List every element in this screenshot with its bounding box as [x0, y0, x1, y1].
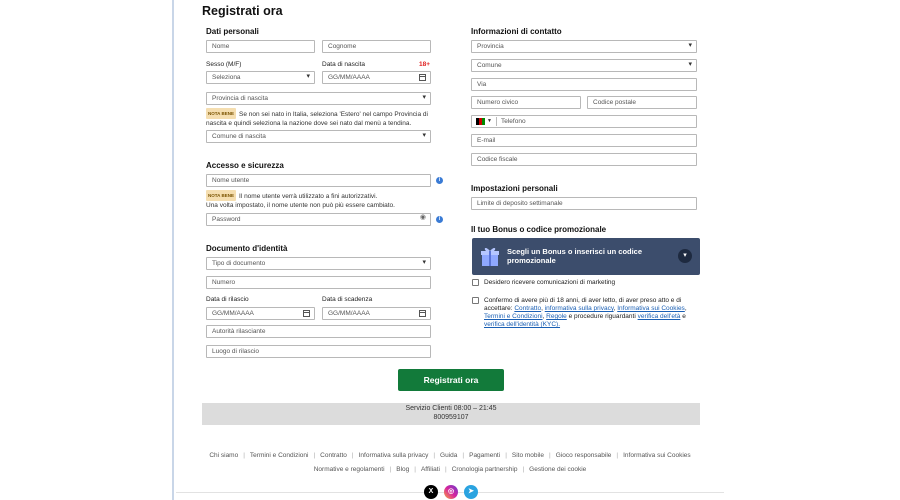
kyc-link[interactable]: verifica dell'identità (KYC). [484, 321, 561, 328]
username-note-line1: Il nome utente verrà utilizzato a fini autorizzativi. [239, 193, 378, 200]
tax-code-input[interactable]: Codice fiscale [471, 153, 697, 166]
page-title: Registrati ora [202, 4, 283, 18]
footer-separator: | [445, 466, 447, 473]
terms-mid: e procedure riguardanti [568, 313, 636, 320]
municipality-select[interactable] [471, 59, 697, 72]
footer-link[interactable]: Informativa sulla privacy [358, 452, 429, 459]
footer-link[interactable]: Blog [396, 466, 410, 473]
bonus-banner[interactable] [472, 238, 700, 275]
username-note-line2: Una volta impostato, il nome utente non può più essere cambiato. [206, 202, 395, 209]
postal-code-input[interactable]: Codice postale [587, 96, 697, 109]
birth-municipality-select[interactable] [206, 130, 431, 143]
phone-input[interactable] [471, 115, 697, 128]
footer-link[interactable]: Sito mobile [511, 452, 545, 459]
service-hours: Servizio Clienti 08:00 – 21:45 [405, 405, 497, 412]
instagram-icon[interactable]: ◎ [444, 485, 458, 499]
birthdate-input[interactable] [322, 71, 431, 84]
username-note [206, 190, 436, 210]
last-name-input[interactable]: Cognome [322, 40, 431, 53]
sex-select[interactable] [206, 71, 315, 84]
cookies-link[interactable]: Informativa sui Cookies [617, 305, 685, 312]
password-placeholder: Password [212, 216, 241, 223]
issue-date-input[interactable] [206, 307, 315, 320]
password-input[interactable] [206, 213, 431, 226]
document-number-input[interactable]: Numero [206, 276, 431, 289]
bonus-banner-text: Scegli un Bonus o inserisci un codice promozionale [507, 247, 643, 265]
expiry-date-label: Data di scadenza [322, 296, 373, 303]
marketing-label: Desidero ricevere comunicazioni di marketing [484, 279, 616, 286]
terms-link[interactable]: Termini e Condizioni [484, 313, 543, 320]
settings-heading: Impostazioni personali [471, 184, 558, 193]
calendar-icon[interactable] [303, 310, 310, 317]
footer-link[interactable]: Pagamenti [469, 452, 501, 459]
issue-place-input[interactable]: Luogo di rilascio [206, 345, 431, 358]
province-value: Provincia [477, 43, 504, 50]
footer-separator: | [522, 466, 525, 473]
nota-bene-badge-2: NOTA BENE [206, 190, 236, 201]
footer-separator: | [313, 452, 316, 459]
bonus-heading: Il tuo Bonus o codice promozionale [471, 225, 607, 234]
footer-separator: | [549, 452, 551, 459]
eye-icon[interactable]: ◉ [419, 214, 426, 221]
phone-placeholder: Telefono [501, 118, 526, 125]
footer-link[interactable]: Informativa sui Cookies [623, 452, 691, 459]
access-heading: Accesso e sicurezza [206, 161, 284, 170]
nota-bene-badge: NOTA BENE [206, 108, 236, 119]
privacy-link[interactable]: informativa sulla privacy [544, 305, 614, 312]
calendar-icon[interactable] [419, 310, 426, 317]
birthdate-placeholder: GG/MM/AAAA [328, 74, 370, 81]
issue-date-placeholder: GG/MM/AAAA [212, 310, 254, 317]
contract-link[interactable]: Contratto [514, 305, 542, 312]
flag-icon[interactable] [476, 118, 485, 125]
birth-municipality-value: Comune di nascita [212, 133, 266, 140]
footer-link[interactable]: Guida [440, 452, 458, 459]
gift-icon [480, 245, 500, 267]
footer-link[interactable]: Normative e regolamenti [313, 466, 385, 473]
document-type-value: Tipo di documento [212, 260, 266, 267]
footer-link[interactable]: Termini e Condizioni [249, 452, 309, 459]
register-button[interactable]: Registrati ora [398, 369, 504, 391]
footer-separator: | [351, 452, 354, 459]
birth-province-select[interactable] [206, 92, 431, 105]
footer-link[interactable]: Contratto [320, 452, 347, 459]
footer-links-row2 [176, 466, 724, 473]
birth-note-text: Se non sei nato in Italia, seleziona 'Estero' nel campo Provincia di nascita e quindi seleziona la nazione dove sei nato dal menù a tendina. [206, 111, 428, 127]
expiry-date-placeholder: GG/MM/AAAA [328, 310, 370, 317]
chevron-down-icon[interactable]: ▾ [678, 249, 692, 263]
issuing-authority-input[interactable]: Autorità rilasciante [206, 325, 431, 338]
calendar-icon[interactable] [419, 74, 426, 81]
email-input[interactable]: E-mail [471, 134, 697, 147]
footer-separator: | [616, 452, 619, 459]
street-input[interactable]: Via [471, 78, 697, 91]
personal-heading: Dati personali [206, 27, 259, 36]
footer-separator: | [462, 452, 465, 459]
footer-link[interactable]: Cronologia partnership [451, 466, 518, 473]
first-name-input[interactable]: Nome [206, 40, 315, 53]
terms-checkbox[interactable] [472, 297, 479, 304]
chevron-down-icon[interactable]: ▼ [487, 118, 492, 124]
rules-link[interactable]: Regole [546, 313, 567, 320]
sex-select-value: Seleziona [212, 74, 241, 81]
province-select[interactable] [471, 40, 697, 53]
age-verification-link[interactable]: verifica dell'età [637, 313, 681, 320]
expiry-date-input[interactable] [322, 307, 431, 320]
footer-separator: | [243, 452, 245, 459]
footer-link[interactable]: Chi siamo [209, 452, 239, 459]
terms-prefix: Confermo di avere più di 18 anni, di aver letto, di aver preso atto e di accettare: [484, 297, 682, 312]
footer-link[interactable]: Gestione dei cookie [529, 466, 587, 473]
contact-heading: Informazioni di contatto [471, 27, 562, 36]
birthdate-label: Data di nascita [322, 61, 365, 68]
footer-links-row1 [176, 452, 724, 459]
footer-link[interactable]: Affiliati [420, 466, 440, 473]
footer-separator: | [505, 452, 507, 459]
birth-note [206, 108, 431, 128]
phone-divider [496, 117, 497, 126]
marketing-checkbox[interactable] [472, 279, 479, 286]
deposit-limit-input[interactable]: Limite di deposito settimanale [471, 197, 697, 210]
municipality-value: Comune [477, 62, 502, 69]
footer-separator: | [433, 452, 436, 459]
customer-service-box [202, 403, 700, 425]
x-icon[interactable]: X [424, 485, 438, 499]
telegram-icon[interactable]: ➤ [464, 485, 478, 499]
username-input[interactable]: Nome utente [206, 174, 431, 187]
document-type-select[interactable] [206, 257, 431, 270]
issue-date-label: Data di rilascio [206, 296, 249, 303]
service-phone[interactable]: 800959107 [433, 413, 469, 421]
age-badge: 18+ [419, 61, 431, 68]
username-info-icon[interactable]: i [436, 177, 443, 184]
terms-text: Confermo di avere più di 18 anni, di aver letto, di aver preso atto e di accettare: Contratto, informativa sulla privacy, Informativa sui Cookies, Termini e Condizioni, Regole e procedure riguardanti verifica dell'età e verifica dell'identità (KYC). [484, 297, 687, 328]
house-number-input[interactable]: Numero civico [471, 96, 581, 109]
sex-label: Sesso (M/F) [206, 61, 242, 68]
terms-and: e [682, 313, 686, 320]
left-sidebar [0, 0, 174, 500]
document-heading: Documento d'identità [206, 244, 288, 253]
footer-separator: | [414, 466, 416, 473]
password-info-icon[interactable]: i [436, 216, 443, 223]
birth-province-value: Provincia di nascita [212, 95, 268, 102]
registration-page [176, 0, 724, 500]
footer-link[interactable]: Gioco responsabile [555, 452, 612, 459]
footer-separator: | [389, 466, 392, 473]
